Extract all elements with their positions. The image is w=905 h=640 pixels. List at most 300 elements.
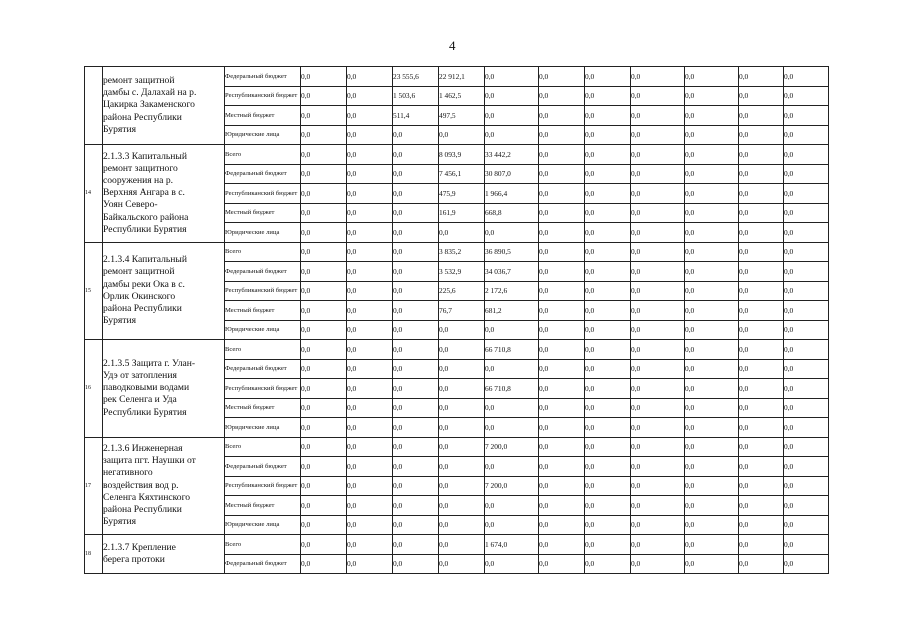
- value-cell: 0,0: [485, 418, 539, 438]
- value-cell: 0,0: [739, 125, 784, 145]
- value-cell: 0,0: [539, 379, 585, 399]
- measure-name: 2.1.3.4 Капитальный ремонт защитной дамбы реки Ока в с. Орлик Окинского района Республики Бурятия: [103, 242, 225, 340]
- value-cell: 0,0: [393, 437, 439, 457]
- value-cell: 0,0: [631, 184, 685, 204]
- value-cell: 0,0: [585, 145, 631, 165]
- value-cell: 7 456,1: [439, 164, 485, 184]
- funding-source: Федеральный бюджет: [225, 457, 301, 477]
- value-cell: 0,0: [585, 418, 631, 438]
- value-cell: 511,4: [393, 106, 439, 126]
- value-cell: 0,0: [347, 457, 393, 477]
- value-cell: 0,0: [685, 223, 739, 243]
- value-cell: 0,0: [585, 476, 631, 496]
- value-cell: 0,0: [585, 515, 631, 535]
- funding-source: Всего: [225, 242, 301, 262]
- value-cell: 0,0: [631, 535, 685, 555]
- value-cell: 0,0: [301, 340, 347, 360]
- value-cell: 0,0: [393, 379, 439, 399]
- value-cell: 0,0: [585, 320, 631, 340]
- table-row: [85, 145, 829, 165]
- value-cell: 0,0: [539, 457, 585, 477]
- measure-name: 2.1.3.7 Крепление берега протоки: [103, 535, 225, 574]
- table-row: [85, 535, 829, 555]
- value-cell: 1 462,5: [439, 86, 485, 106]
- value-cell: 0,0: [685, 203, 739, 223]
- value-cell: 0,0: [784, 437, 829, 457]
- value-cell: 0,0: [347, 262, 393, 282]
- value-cell: 0,0: [347, 554, 393, 574]
- value-cell: 0,0: [739, 476, 784, 496]
- value-cell: 0,0: [739, 281, 784, 301]
- value-cell: 0,0: [585, 86, 631, 106]
- value-cell: 0,0: [539, 515, 585, 535]
- value-cell: 0,0: [585, 554, 631, 574]
- value-cell: 0,0: [685, 281, 739, 301]
- value-cell: 0,0: [631, 242, 685, 262]
- value-cell: 0,0: [685, 535, 739, 555]
- value-cell: 0,0: [393, 554, 439, 574]
- value-cell: 0,0: [347, 125, 393, 145]
- value-cell: 0,0: [685, 340, 739, 360]
- value-cell: 0,0: [347, 437, 393, 457]
- value-cell: 0,0: [685, 418, 739, 438]
- value-cell: 0,0: [739, 145, 784, 165]
- value-cell: 0,0: [347, 320, 393, 340]
- value-cell: 0,0: [784, 554, 829, 574]
- value-cell: 0,0: [739, 379, 784, 399]
- value-cell: 0,0: [685, 320, 739, 340]
- value-cell: 0,0: [485, 359, 539, 379]
- value-cell: 0,0: [301, 398, 347, 418]
- value-cell: 1 503,6: [393, 86, 439, 106]
- value-cell: 0,0: [784, 457, 829, 477]
- value-cell: 0,0: [585, 106, 631, 126]
- table-body: [85, 67, 829, 574]
- table-row: [85, 340, 829, 360]
- value-cell: 0,0: [585, 262, 631, 282]
- value-cell: 0,0: [301, 496, 347, 516]
- value-cell: 0,0: [439, 554, 485, 574]
- value-cell: 0,0: [347, 476, 393, 496]
- value-cell: 0,0: [739, 301, 784, 321]
- value-cell: 8 093,9: [439, 145, 485, 165]
- value-cell: 0,0: [631, 281, 685, 301]
- value-cell: 0,0: [439, 223, 485, 243]
- funding-source: Юридические лица: [225, 223, 301, 243]
- value-cell: 0,0: [347, 184, 393, 204]
- value-cell: 0,0: [393, 398, 439, 418]
- value-cell: 0,0: [347, 106, 393, 126]
- value-cell: 66 710,8: [485, 340, 539, 360]
- value-cell: 0,0: [539, 301, 585, 321]
- value-cell: 0,0: [685, 457, 739, 477]
- value-cell: 0,0: [539, 476, 585, 496]
- value-cell: 0,0: [784, 476, 829, 496]
- funding-source: Республиканский бюджет: [225, 86, 301, 106]
- value-cell: 0,0: [739, 457, 784, 477]
- value-cell: 0,0: [393, 223, 439, 243]
- value-cell: 0,0: [347, 223, 393, 243]
- value-cell: 0,0: [784, 203, 829, 223]
- value-cell: 0,0: [784, 398, 829, 418]
- value-cell: 0,0: [301, 242, 347, 262]
- value-cell: 0,0: [539, 418, 585, 438]
- value-cell: 0,0: [784, 281, 829, 301]
- funding-source: Местный бюджет: [225, 398, 301, 418]
- value-cell: 0,0: [585, 67, 631, 87]
- value-cell: 0,0: [631, 515, 685, 535]
- value-cell: 0,0: [631, 496, 685, 516]
- measure-name: 2.1.3.5 Защита г. Улан- Удэ от затопления паводковыми водами рек Селенга и Уда Республики Бурятия: [103, 340, 225, 438]
- value-cell: 0,0: [539, 281, 585, 301]
- value-cell: 0,0: [439, 320, 485, 340]
- value-cell: 0,0: [485, 457, 539, 477]
- value-cell: 0,0: [631, 301, 685, 321]
- value-cell: 0,0: [739, 418, 784, 438]
- value-cell: 0,0: [784, 301, 829, 321]
- value-cell: 0,0: [539, 106, 585, 126]
- value-cell: 0,0: [631, 164, 685, 184]
- value-cell: 23 555,6: [393, 67, 439, 87]
- value-cell: 0,0: [784, 320, 829, 340]
- value-cell: 0,0: [631, 262, 685, 282]
- value-cell: 0,0: [439, 398, 485, 418]
- value-cell: 0,0: [631, 67, 685, 87]
- value-cell: 0,0: [393, 418, 439, 438]
- value-cell: 0,0: [539, 535, 585, 555]
- value-cell: 0,0: [393, 203, 439, 223]
- value-cell: 0,0: [685, 125, 739, 145]
- value-cell: 225,6: [439, 281, 485, 301]
- value-cell: 0,0: [631, 223, 685, 243]
- value-cell: 0,0: [539, 262, 585, 282]
- value-cell: 0,0: [739, 203, 784, 223]
- value-cell: 0,0: [393, 262, 439, 282]
- table-row: [85, 67, 829, 87]
- value-cell: 0,0: [685, 184, 739, 204]
- value-cell: 0,0: [784, 106, 829, 126]
- value-cell: 0,0: [739, 106, 784, 126]
- value-cell: 0,0: [393, 457, 439, 477]
- value-cell: 0,0: [539, 86, 585, 106]
- value-cell: 0,0: [631, 145, 685, 165]
- value-cell: 0,0: [439, 359, 485, 379]
- value-cell: 7 200,0: [485, 476, 539, 496]
- value-cell: 0,0: [439, 515, 485, 535]
- value-cell: 0,0: [393, 476, 439, 496]
- value-cell: 0,0: [439, 379, 485, 399]
- value-cell: 0,0: [784, 418, 829, 438]
- value-cell: 0,0: [347, 242, 393, 262]
- value-cell: 0,0: [739, 184, 784, 204]
- value-cell: 0,0: [585, 359, 631, 379]
- funding-source: Юридические лица: [225, 125, 301, 145]
- value-cell: 0,0: [347, 398, 393, 418]
- value-cell: 0,0: [631, 125, 685, 145]
- value-cell: 0,0: [393, 515, 439, 535]
- value-cell: 0,0: [739, 437, 784, 457]
- value-cell: 0,0: [631, 203, 685, 223]
- funding-source: Местный бюджет: [225, 106, 301, 126]
- value-cell: 0,0: [585, 164, 631, 184]
- value-cell: 0,0: [739, 340, 784, 360]
- value-cell: 0,0: [685, 359, 739, 379]
- value-cell: 0,0: [784, 223, 829, 243]
- value-cell: 0,0: [784, 379, 829, 399]
- value-cell: 0,0: [485, 496, 539, 516]
- value-cell: 0,0: [393, 496, 439, 516]
- value-cell: 0,0: [685, 554, 739, 574]
- value-cell: 7 200,0: [485, 437, 539, 457]
- value-cell: 0,0: [301, 437, 347, 457]
- page-number: 4: [449, 38, 456, 53]
- value-cell: 0,0: [301, 554, 347, 574]
- value-cell: 0,0: [539, 554, 585, 574]
- value-cell: 0,0: [485, 67, 539, 87]
- value-cell: 0,0: [301, 145, 347, 165]
- row-number: 17: [85, 437, 103, 535]
- value-cell: 0,0: [685, 515, 739, 535]
- value-cell: 0,0: [347, 418, 393, 438]
- value-cell: 0,0: [301, 418, 347, 438]
- value-cell: 3 835,2: [439, 242, 485, 262]
- value-cell: 0,0: [539, 125, 585, 145]
- value-cell: 3 532,9: [439, 262, 485, 282]
- row-number: 14: [85, 145, 103, 243]
- value-cell: 0,0: [393, 281, 439, 301]
- value-cell: 0,0: [739, 67, 784, 87]
- measure-name: ремонт защитной дамбы с. Далахай на р. Цакирка Закаменского района Республики Бурятия: [103, 67, 225, 145]
- value-cell: 0,0: [439, 476, 485, 496]
- value-cell: 22 912,1: [439, 67, 485, 87]
- value-cell: 0,0: [347, 203, 393, 223]
- budget-table: [84, 66, 829, 574]
- value-cell: 0,0: [347, 145, 393, 165]
- value-cell: 0,0: [631, 379, 685, 399]
- value-cell: 0,0: [685, 106, 739, 126]
- value-cell: 0,0: [784, 86, 829, 106]
- value-cell: 0,0: [301, 262, 347, 282]
- value-cell: 0,0: [347, 86, 393, 106]
- value-cell: 0,0: [393, 242, 439, 262]
- funding-source: Юридические лица: [225, 515, 301, 535]
- funding-source: Местный бюджет: [225, 496, 301, 516]
- value-cell: 0,0: [301, 223, 347, 243]
- value-cell: 0,0: [685, 496, 739, 516]
- value-cell: 0,0: [347, 67, 393, 87]
- value-cell: 0,0: [347, 340, 393, 360]
- value-cell: 0,0: [485, 223, 539, 243]
- value-cell: 0,0: [784, 496, 829, 516]
- value-cell: 66 710,8: [485, 379, 539, 399]
- value-cell: 475,9: [439, 184, 485, 204]
- value-cell: 0,0: [631, 106, 685, 126]
- row-number: [85, 67, 103, 145]
- value-cell: 0,0: [784, 125, 829, 145]
- value-cell: 0,0: [393, 320, 439, 340]
- value-cell: 1 674,0: [485, 535, 539, 555]
- value-cell: 0,0: [739, 496, 784, 516]
- value-cell: 0,0: [393, 145, 439, 165]
- value-cell: 0,0: [631, 554, 685, 574]
- value-cell: 0,0: [539, 398, 585, 418]
- value-cell: 0,0: [685, 379, 739, 399]
- value-cell: 0,0: [784, 535, 829, 555]
- value-cell: 0,0: [784, 184, 829, 204]
- value-cell: 0,0: [393, 164, 439, 184]
- row-number: 15: [85, 242, 103, 340]
- value-cell: 0,0: [784, 242, 829, 262]
- value-cell: 0,0: [485, 106, 539, 126]
- value-cell: 0,0: [301, 184, 347, 204]
- value-cell: 0,0: [585, 203, 631, 223]
- value-cell: 0,0: [631, 418, 685, 438]
- value-cell: 0,0: [739, 535, 784, 555]
- value-cell: 0,0: [539, 359, 585, 379]
- value-cell: 0,0: [539, 145, 585, 165]
- value-cell: 0,0: [685, 398, 739, 418]
- value-cell: 0,0: [301, 301, 347, 321]
- value-cell: 0,0: [347, 379, 393, 399]
- value-cell: 0,0: [347, 301, 393, 321]
- value-cell: 0,0: [585, 301, 631, 321]
- value-cell: 0,0: [585, 437, 631, 457]
- value-cell: 0,0: [784, 67, 829, 87]
- value-cell: 0,0: [739, 320, 784, 340]
- value-cell: 497,5: [439, 106, 485, 126]
- value-cell: 0,0: [485, 320, 539, 340]
- value-cell: 668,8: [485, 203, 539, 223]
- value-cell: 0,0: [439, 457, 485, 477]
- table-row: [85, 242, 829, 262]
- value-cell: 76,7: [439, 301, 485, 321]
- value-cell: 0,0: [685, 145, 739, 165]
- value-cell: 2 172,6: [485, 281, 539, 301]
- value-cell: 0,0: [585, 457, 631, 477]
- value-cell: 0,0: [485, 86, 539, 106]
- value-cell: 0,0: [784, 262, 829, 282]
- value-cell: 0,0: [347, 359, 393, 379]
- value-cell: 0,0: [301, 457, 347, 477]
- funding-source: Федеральный бюджет: [225, 554, 301, 574]
- value-cell: 0,0: [739, 398, 784, 418]
- value-cell: 0,0: [539, 223, 585, 243]
- value-cell: 0,0: [301, 476, 347, 496]
- value-cell: 0,0: [631, 457, 685, 477]
- value-cell: 0,0: [585, 398, 631, 418]
- value-cell: 0,0: [347, 281, 393, 301]
- value-cell: 0,0: [485, 554, 539, 574]
- value-cell: 0,0: [539, 164, 585, 184]
- value-cell: 0,0: [631, 359, 685, 379]
- value-cell: 0,0: [685, 164, 739, 184]
- value-cell: 0,0: [301, 320, 347, 340]
- value-cell: 0,0: [301, 86, 347, 106]
- value-cell: 681,2: [485, 301, 539, 321]
- value-cell: 0,0: [585, 281, 631, 301]
- value-cell: 0,0: [585, 223, 631, 243]
- value-cell: 0,0: [685, 86, 739, 106]
- value-cell: 0,0: [685, 262, 739, 282]
- value-cell: 0,0: [393, 125, 439, 145]
- value-cell: 0,0: [301, 125, 347, 145]
- value-cell: 0,0: [585, 125, 631, 145]
- value-cell: 0,0: [347, 515, 393, 535]
- value-cell: 0,0: [485, 398, 539, 418]
- funding-source: Федеральный бюджет: [225, 67, 301, 87]
- value-cell: 0,0: [631, 437, 685, 457]
- value-cell: 0,0: [347, 535, 393, 555]
- funding-source: Республиканский бюджет: [225, 184, 301, 204]
- value-cell: 0,0: [347, 496, 393, 516]
- value-cell: 0,0: [685, 301, 739, 321]
- value-cell: 0,0: [631, 320, 685, 340]
- value-cell: 1 966,4: [485, 184, 539, 204]
- funding-source: Всего: [225, 437, 301, 457]
- funding-source: Всего: [225, 340, 301, 360]
- value-cell: 33 442,2: [485, 145, 539, 165]
- value-cell: 0,0: [485, 125, 539, 145]
- value-cell: 0,0: [585, 496, 631, 516]
- funding-source: Всего: [225, 535, 301, 555]
- value-cell: 0,0: [739, 262, 784, 282]
- value-cell: 0,0: [301, 515, 347, 535]
- value-cell: 0,0: [393, 359, 439, 379]
- table-row: [85, 437, 829, 457]
- value-cell: 0,0: [631, 398, 685, 418]
- value-cell: 0,0: [301, 281, 347, 301]
- value-cell: 0,0: [739, 242, 784, 262]
- value-cell: 0,0: [539, 437, 585, 457]
- value-cell: 0,0: [585, 379, 631, 399]
- value-cell: 0,0: [631, 476, 685, 496]
- value-cell: 0,0: [784, 145, 829, 165]
- funding-source: Местный бюджет: [225, 203, 301, 223]
- value-cell: 0,0: [685, 67, 739, 87]
- value-cell: 0,0: [539, 203, 585, 223]
- value-cell: 0,0: [439, 340, 485, 360]
- value-cell: 0,0: [784, 340, 829, 360]
- value-cell: 30 807,0: [485, 164, 539, 184]
- value-cell: 0,0: [585, 535, 631, 555]
- value-cell: 0,0: [631, 86, 685, 106]
- value-cell: 0,0: [685, 242, 739, 262]
- value-cell: 0,0: [439, 125, 485, 145]
- funding-source: Республиканский бюджет: [225, 476, 301, 496]
- value-cell: 0,0: [685, 437, 739, 457]
- value-cell: 0,0: [485, 515, 539, 535]
- value-cell: 0,0: [739, 86, 784, 106]
- value-cell: 161,9: [439, 203, 485, 223]
- measure-name: 2.1.3.6 Инженерная защита пгт. Наушки от негативного воздействия вод р. Селенга Кяхтинского района Республики Бурятия: [103, 437, 225, 535]
- value-cell: 0,0: [439, 496, 485, 516]
- value-cell: 0,0: [784, 359, 829, 379]
- funding-source: Местный бюджет: [225, 301, 301, 321]
- value-cell: 0,0: [739, 223, 784, 243]
- value-cell: 0,0: [393, 184, 439, 204]
- value-cell: 0,0: [393, 340, 439, 360]
- funding-source: Юридические лица: [225, 320, 301, 340]
- value-cell: 0,0: [784, 164, 829, 184]
- funding-source: Федеральный бюджет: [225, 359, 301, 379]
- value-cell: 0,0: [585, 340, 631, 360]
- value-cell: 0,0: [301, 359, 347, 379]
- value-cell: 0,0: [539, 184, 585, 204]
- value-cell: 0,0: [585, 242, 631, 262]
- value-cell: 0,0: [301, 106, 347, 126]
- funding-source: Республиканский бюджет: [225, 379, 301, 399]
- funding-source: Федеральный бюджет: [225, 262, 301, 282]
